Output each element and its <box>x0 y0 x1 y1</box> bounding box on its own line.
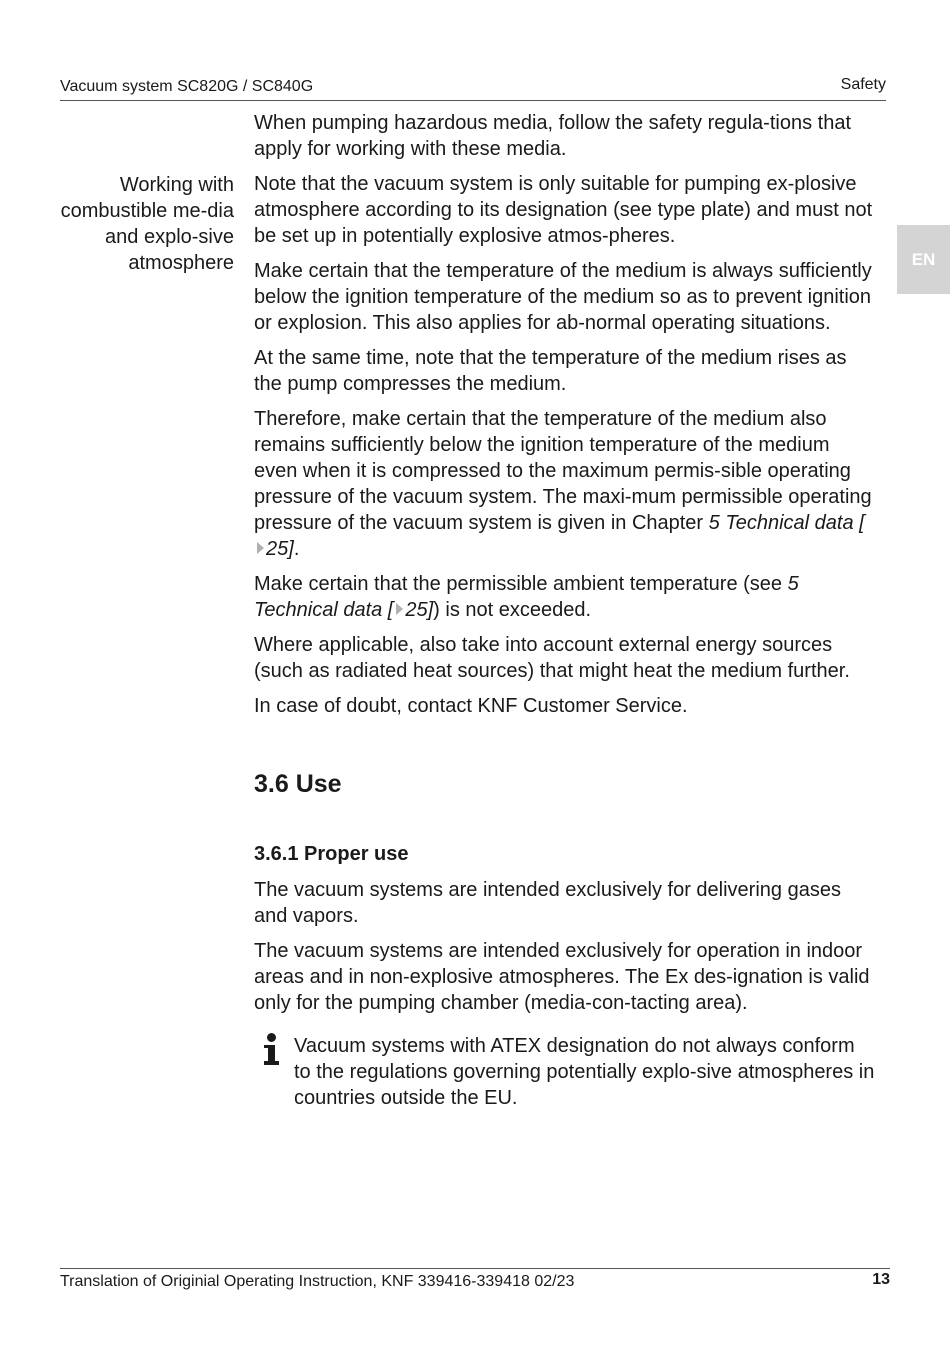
page-footer <box>60 1268 890 1299</box>
paragraph-text: . <box>293 538 300 560</box>
paragraph: Where applicable, also take into account external energy sources (such as radiated heat sources) that might heat the medium further. <box>254 634 850 682</box>
cross-reference-text: 5 Technical data [ <box>254 573 799 621</box>
side-label: Working with combustible me-dia and explo-sive atmosphere <box>60 174 234 274</box>
document-title: Vacuum system SC820G / SC840G <box>60 78 314 95</box>
paragraph: At the same time, note that the temperature of the medium rises as the pump compresses the medium. <box>254 347 847 395</box>
paragraph: When pumping hazardous media, follow the safety regula-tions that apply for working with these media. <box>254 112 852 160</box>
subsection-heading: 3.6.1 Proper use <box>254 843 409 865</box>
paragraph: Note that the vacuum system is only suitable for pumping ex-plosive atmosphere according to its designation (see type plate) and must not be set up in potentially explosive atmos-pheres. <box>254 173 873 247</box>
paragraph: The vacuum systems are intended exclusively for delivering gases and vapors. <box>254 879 841 927</box>
info-icon <box>254 1033 294 1111</box>
arrow-right-icon <box>257 542 264 554</box>
main-content <box>254 110 876 1111</box>
page-number: 13 <box>872 1271 890 1288</box>
language-tab: EN <box>897 225 950 294</box>
footer-text: Translation of Originial Operating Instruction, KNF 339416-339418 02/23 <box>60 1273 575 1290</box>
section-heading: 3.6 Use <box>254 770 342 798</box>
arrow-right-icon <box>396 603 403 615</box>
paragraph: Make certain that the temperature of the medium is always sufficiently below the ignition temperature of the medium so as to prevent ignition or explosion. This also applies for ab-normal operating situations. <box>254 260 872 334</box>
info-note <box>254 1033 876 1111</box>
page-header <box>60 76 886 101</box>
paragraph-text: Make certain that the permissible ambient temperature (see <box>254 573 783 595</box>
info-note-text: Vacuum systems with ATEX designation do not always conform to the regulations governing potentially explo-sive atmospheres in countries outside the EU. <box>294 1035 875 1109</box>
cross-reference-page: 25] <box>405 599 434 621</box>
paragraph: The vacuum systems are intended exclusively for operation in indoor areas and in non-explosive atmospheres. The Ex des-ignation is valid only for the pumping chamber (media-con-tacting area). <box>254 940 870 1014</box>
chapter-title: Safety <box>840 76 886 93</box>
paragraph <box>254 571 876 623</box>
paragraph-text: Therefore, make certain that the temperature of the medium also remains sufficiently below the ignition temperature of the medium even when it is compressed to the maximum permis-sible operating pressure of the vacuum system. The maxi-mum permissible operating pressure of the vacuum system is given in Chapter <box>254 408 872 534</box>
paragraph <box>254 406 876 562</box>
cross-reference-page: 25] <box>266 538 294 560</box>
paragraph: In case of doubt, contact KNF Customer Service. <box>254 695 688 717</box>
cross-reference-text: 5 Technical data [ <box>708 512 865 534</box>
paragraph-text: ) is not exceeded. <box>433 599 592 621</box>
